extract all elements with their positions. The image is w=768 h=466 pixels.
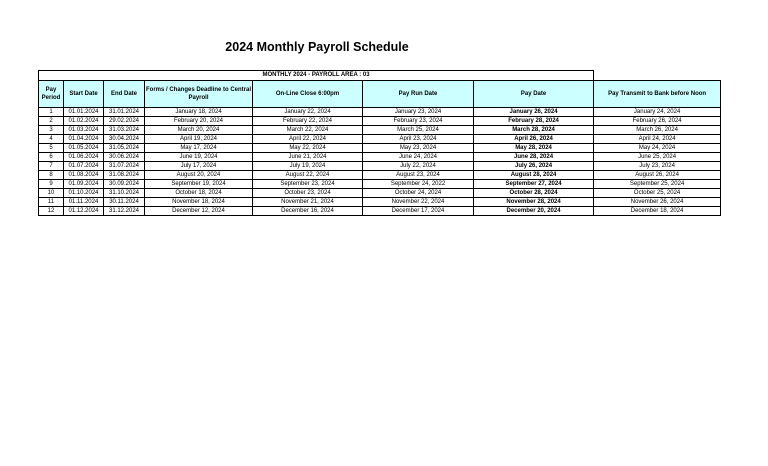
col-pay-period-cell: 5 xyxy=(39,144,64,153)
col-forms-deadline-cell: July 17, 2024 xyxy=(145,162,253,171)
table-row xyxy=(39,108,721,117)
col-pay-run-date-cell: April 23, 2024 xyxy=(363,135,474,144)
col-pay-run-date-cell: October 24, 2024 xyxy=(363,189,474,198)
col-pay-transmit-cell: November 26, 2024 xyxy=(594,198,721,207)
col-pay-transmit-cell: May 24, 2024 xyxy=(594,144,721,153)
col-forms-deadline-cell: October 18, 2024 xyxy=(145,189,253,198)
col-start-date-cell: 01.09.2024 xyxy=(64,180,104,189)
col-start-date-cell: 01.02.2024 xyxy=(64,117,104,126)
column-header-row xyxy=(39,81,721,108)
col-pay-date-cell: March 28, 2024 xyxy=(474,126,594,135)
col-pay-transmit-cell: October 25, 2024 xyxy=(594,189,721,198)
col-pay-transmit-cell: December 18, 2024 xyxy=(594,207,721,216)
col-pay-period-cell: 12 xyxy=(39,207,64,216)
col-end-date-cell: 29.02.2024 xyxy=(104,117,145,126)
col-pay-run-date-cell: November 22, 2024 xyxy=(363,198,474,207)
col-forms-deadline-header: Forms / Changes Deadline to Central Payroll xyxy=(145,81,253,108)
table-row xyxy=(39,171,721,180)
col-start-date-cell: 01.10.2024 xyxy=(64,189,104,198)
col-pay-run-date-header: Pay Run Date xyxy=(363,81,474,108)
col-pay-transmit-cell: June 25, 2024 xyxy=(594,153,721,162)
col-start-date-cell: 01.11.2024 xyxy=(64,198,104,207)
col-pay-run-date-cell: March 25, 2024 xyxy=(363,126,474,135)
col-online-close-cell: July 19, 2024 xyxy=(253,162,363,171)
payroll-schedule-table xyxy=(38,70,721,216)
col-online-close-cell: October 23, 2024 xyxy=(253,189,363,198)
col-online-close-cell: April 22, 2024 xyxy=(253,135,363,144)
col-pay-date-cell: May 28, 2024 xyxy=(474,144,594,153)
col-end-date-cell: 30.04.2024 xyxy=(104,135,145,144)
col-pay-run-date-cell: July 22, 2024 xyxy=(363,162,474,171)
col-pay-date-header: Pay Date xyxy=(474,81,594,108)
col-start-date-cell: 01.05.2024 xyxy=(64,144,104,153)
col-pay-period-cell: 1 xyxy=(39,108,64,117)
table-row xyxy=(39,144,721,153)
col-pay-transmit-cell: August 26, 2024 xyxy=(594,171,721,180)
col-forms-deadline-cell: August 20, 2024 xyxy=(145,171,253,180)
col-pay-date-cell: September 27, 2024 xyxy=(474,180,594,189)
col-pay-run-date-cell: September 24, 2022 xyxy=(363,180,474,189)
col-pay-date-cell: January 26, 2024 xyxy=(474,108,594,117)
col-forms-deadline-cell: May 17, 2024 xyxy=(145,144,253,153)
col-pay-period-cell: 9 xyxy=(39,180,64,189)
col-pay-transmit-header: Pay Transmit to Bank before Noon xyxy=(594,81,721,108)
col-online-close-cell: November 21, 2024 xyxy=(253,198,363,207)
payroll-area-header: MONTHLY 2024 - PAYROLL AREA : 03 xyxy=(39,71,594,81)
col-end-date-cell: 30.09.2024 xyxy=(104,180,145,189)
col-pay-period-cell: 10 xyxy=(39,189,64,198)
col-forms-deadline-cell: December 12, 2024 xyxy=(145,207,253,216)
col-start-date-cell: 01.12.2024 xyxy=(64,207,104,216)
col-end-date-cell: 30.11.2024 xyxy=(104,198,145,207)
col-start-date-cell: 01.08.2024 xyxy=(64,171,104,180)
col-forms-deadline-cell: February 20, 2024 xyxy=(145,117,253,126)
area-row-blank xyxy=(594,71,721,81)
col-online-close-cell: February 22, 2024 xyxy=(253,117,363,126)
col-pay-period-cell: 4 xyxy=(39,135,64,144)
table-row xyxy=(39,162,721,171)
col-forms-deadline-cell: September 19, 2024 xyxy=(145,180,253,189)
col-pay-period-cell: 11 xyxy=(39,198,64,207)
col-pay-period-cell: 8 xyxy=(39,171,64,180)
col-pay-period-cell: 6 xyxy=(39,153,64,162)
col-pay-transmit-cell: February 26, 2024 xyxy=(594,117,721,126)
col-online-close-cell: June 21, 2024 xyxy=(253,153,363,162)
col-pay-transmit-cell: April 24, 2024 xyxy=(594,135,721,144)
col-pay-run-date-cell: December 17, 2024 xyxy=(363,207,474,216)
col-online-close-cell: March 22, 2024 xyxy=(253,126,363,135)
table-row xyxy=(39,126,721,135)
col-pay-date-cell: November 28, 2024 xyxy=(474,198,594,207)
payroll-area-row xyxy=(39,71,721,81)
col-online-close-cell: December 16, 2024 xyxy=(253,207,363,216)
col-start-date-cell: 01.01.2024 xyxy=(64,108,104,117)
col-pay-period-header: Pay Period xyxy=(39,81,64,108)
col-pay-run-date-cell: June 24, 2024 xyxy=(363,153,474,162)
col-pay-run-date-cell: May 23, 2024 xyxy=(363,144,474,153)
col-pay-transmit-cell: September 25, 2024 xyxy=(594,180,721,189)
col-online-close-cell: August 22, 2024 xyxy=(253,171,363,180)
col-end-date-cell: 31.03.2024 xyxy=(104,126,145,135)
table-row xyxy=(39,117,721,126)
col-forms-deadline-cell: November 18, 2024 xyxy=(145,198,253,207)
table-row xyxy=(39,180,721,189)
col-pay-date-cell: February 28, 2024 xyxy=(474,117,594,126)
table-row xyxy=(39,135,721,144)
col-pay-run-date-cell: August 23, 2024 xyxy=(363,171,474,180)
col-end-date-cell: 30.06.2024 xyxy=(104,153,145,162)
col-pay-period-cell: 3 xyxy=(39,126,64,135)
table-row xyxy=(39,189,721,198)
col-end-date-cell: 31.01.2024 xyxy=(104,108,145,117)
col-start-date-header: Start Date xyxy=(64,81,104,108)
table-row xyxy=(39,153,721,162)
col-end-date-cell: 31.05.2024 xyxy=(104,144,145,153)
col-pay-transmit-cell: July 23, 2024 xyxy=(594,162,721,171)
col-pay-transmit-cell: March 26, 2024 xyxy=(594,126,721,135)
col-forms-deadline-cell: March 20, 2024 xyxy=(145,126,253,135)
col-pay-date-cell: December 20, 2024 xyxy=(474,207,594,216)
col-online-close-cell: September 23, 2024 xyxy=(253,180,363,189)
col-forms-deadline-cell: June 19, 2024 xyxy=(145,153,253,162)
col-end-date-cell: 31.10.2024 xyxy=(104,189,145,198)
col-pay-transmit-cell: January 24, 2024 xyxy=(594,108,721,117)
col-pay-date-cell: October 28, 2024 xyxy=(474,189,594,198)
col-end-date-cell: 31.07.2024 xyxy=(104,162,145,171)
col-pay-period-cell: 7 xyxy=(39,162,64,171)
col-start-date-cell: 01.03.2024 xyxy=(64,126,104,135)
col-end-date-cell: 31.08.2024 xyxy=(104,171,145,180)
col-online-close-cell: May 22, 2024 xyxy=(253,144,363,153)
col-pay-date-cell: July 26, 2024 xyxy=(474,162,594,171)
page-title: 2024 Monthly Payroll Schedule xyxy=(225,40,409,54)
col-end-date-header: End Date xyxy=(104,81,145,108)
col-pay-date-cell: April 26, 2024 xyxy=(474,135,594,144)
col-online-close-header: On-Line Close 6:00pm xyxy=(253,81,363,108)
col-pay-date-cell: June 28, 2024 xyxy=(474,153,594,162)
col-start-date-cell: 01.04.2024 xyxy=(64,135,104,144)
col-pay-run-date-cell: January 23, 2024 xyxy=(363,108,474,117)
col-end-date-cell: 31.12.2024 xyxy=(104,207,145,216)
col-online-close-cell: January 22, 2024 xyxy=(253,108,363,117)
col-start-date-cell: 01.06.2024 xyxy=(64,153,104,162)
col-pay-date-cell: August 28, 2024 xyxy=(474,171,594,180)
table-row xyxy=(39,207,721,216)
col-forms-deadline-cell: April 19, 2024 xyxy=(145,135,253,144)
col-pay-period-cell: 2 xyxy=(39,117,64,126)
col-start-date-cell: 01.07.2024 xyxy=(64,162,104,171)
col-forms-deadline-cell: January 18, 2024 xyxy=(145,108,253,117)
col-pay-run-date-cell: February 23, 2024 xyxy=(363,117,474,126)
table-row xyxy=(39,198,721,207)
